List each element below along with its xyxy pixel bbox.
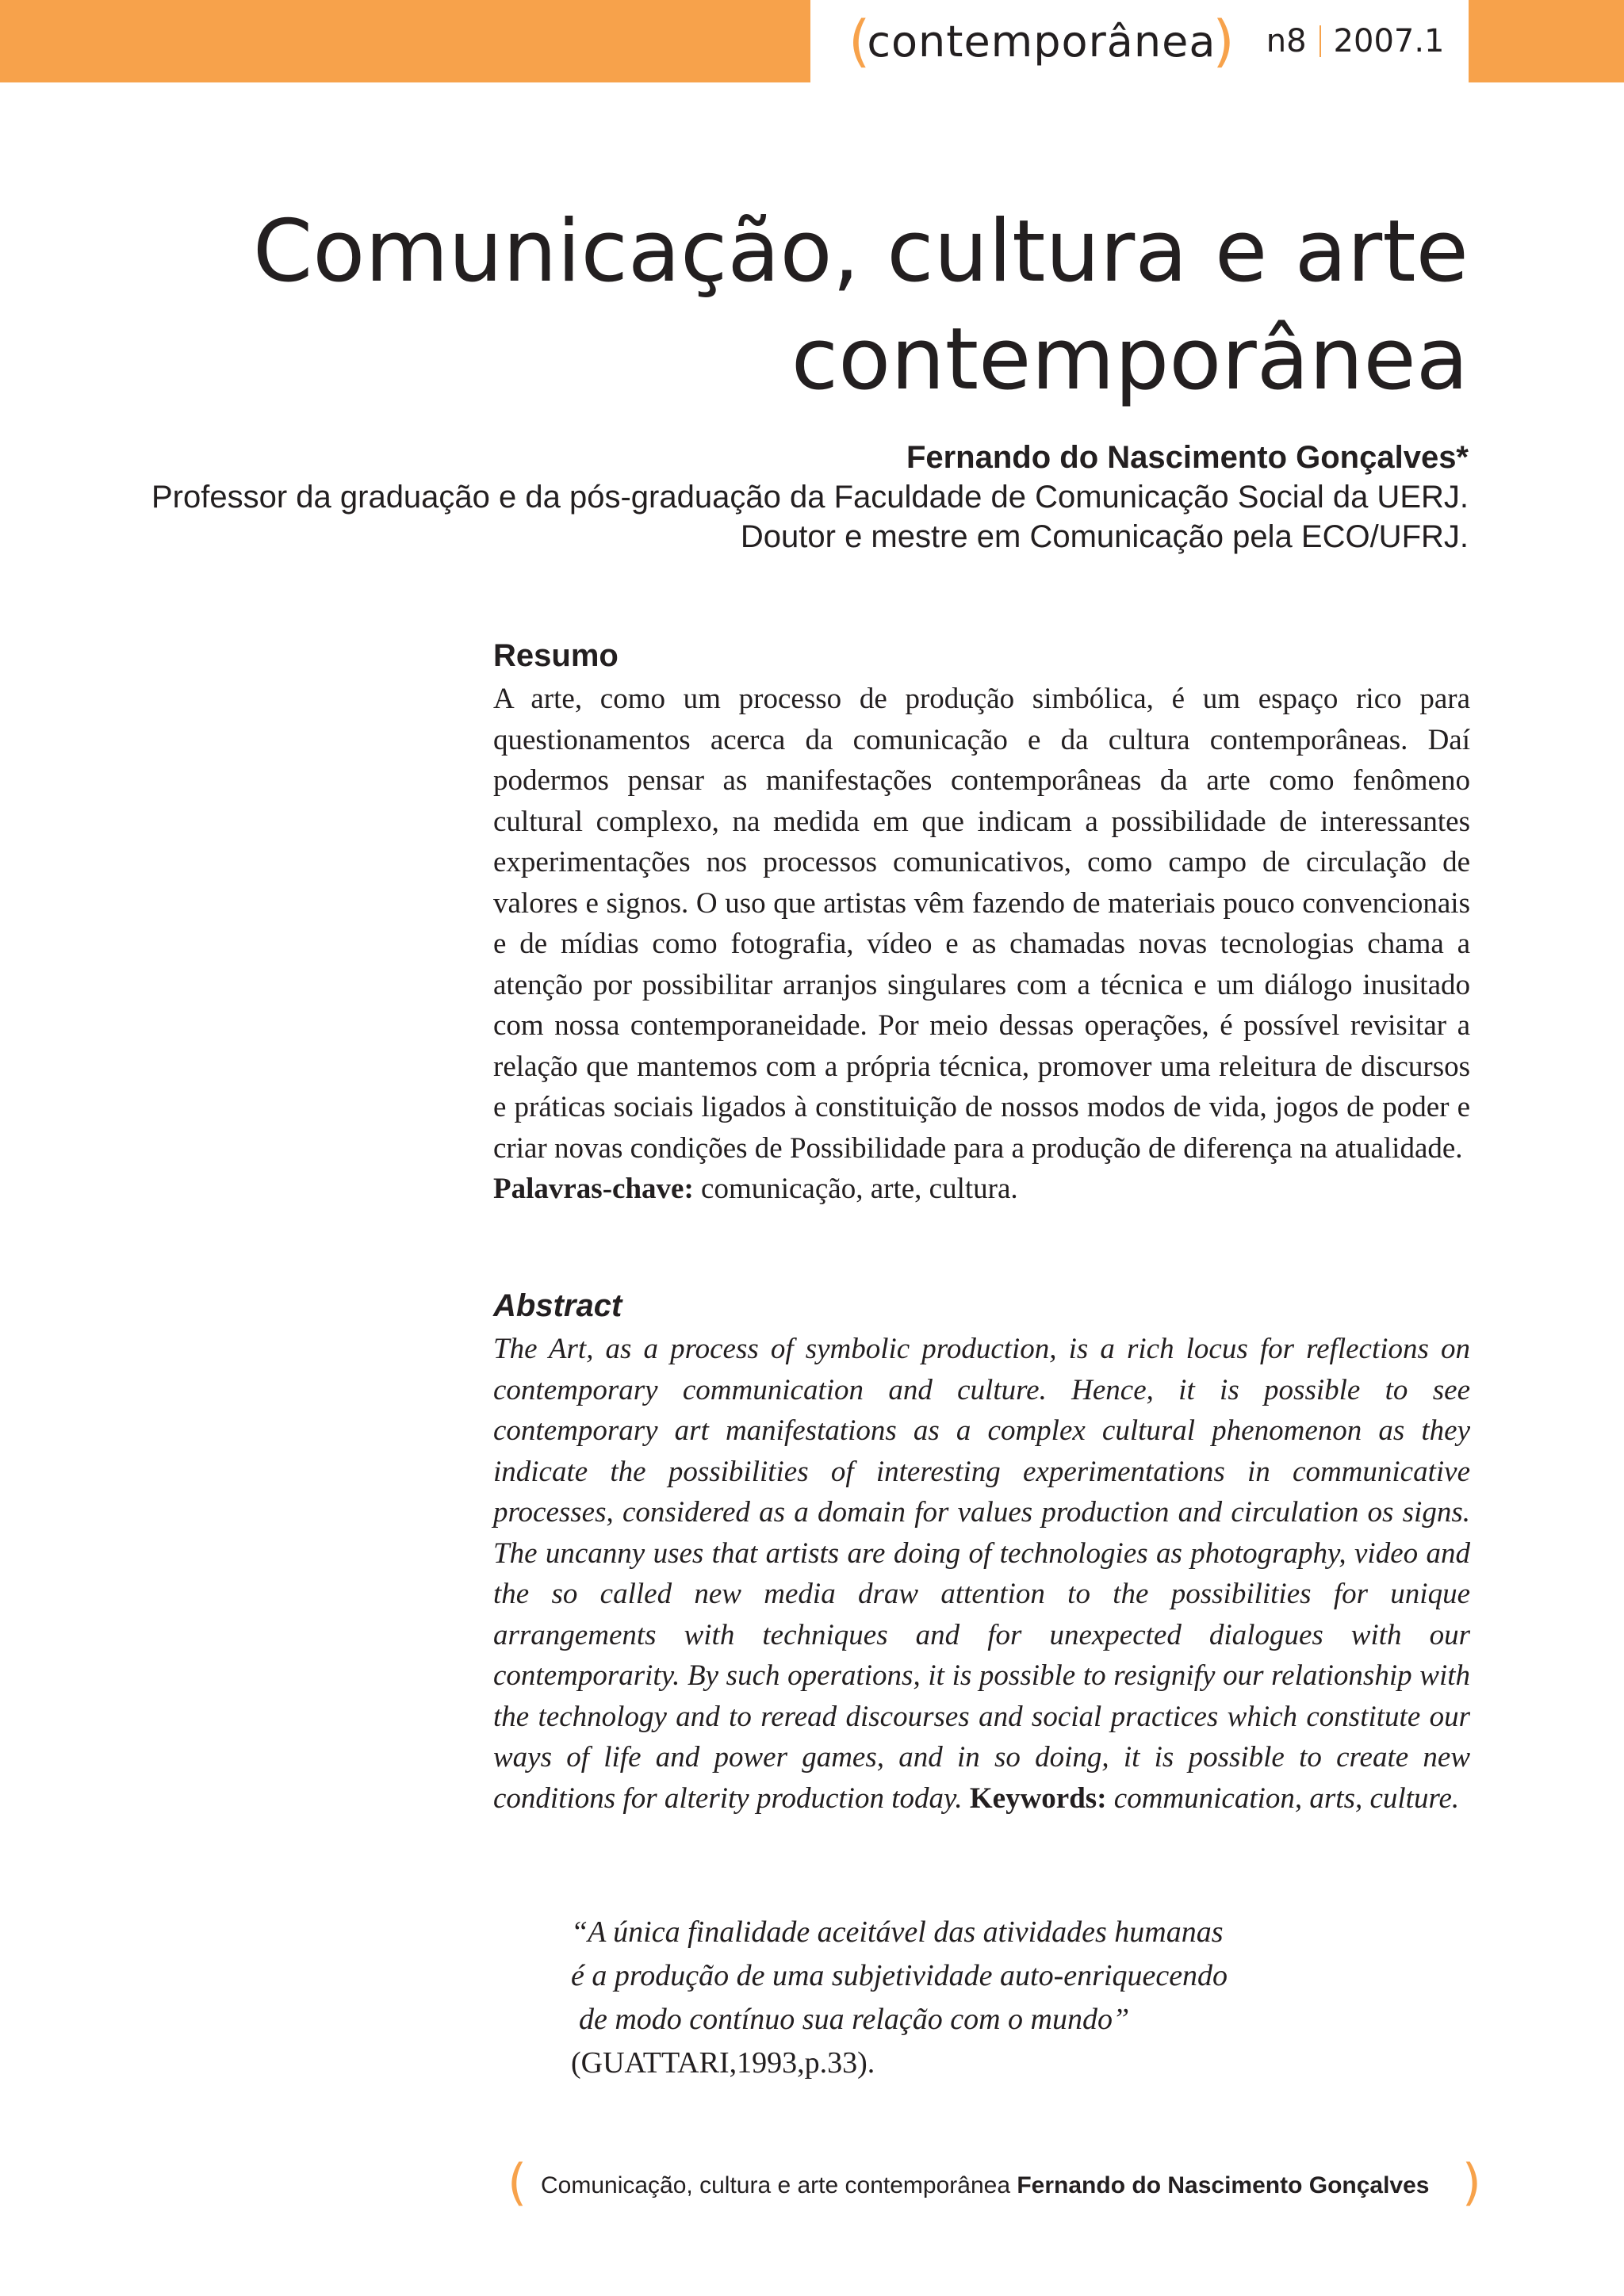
footer-author: Fernando do Nascimento Gonçalves [1017,2172,1430,2198]
resumo-paragraph [493,679,1470,1210]
footer-close-parenthesis: ) [1461,2153,1481,2211]
footer-text [541,2172,1429,2199]
epigraph-line1: “A única finalidade aceitável das atividades humanas [571,1915,1224,1949]
abstract-body: The Art, as a process of symbolic production, is a rich locus for reflections on contemporary communication and culture. Hence, it is possible to see contemporary art manifestations as a complex cultural phenomenon as they indicate the possibilities of interesting experimentations in communicative processes, considered as a domain for values production and circulation os signs. The uncanny uses that artists are doing of technologies as photography, video and the so called new media draw attention to the possibilities for unique arrangements with techniques and for unexpected dialogues with our contemporarity. By such operations, it is possible to resignify our relationship with the technology and to reread discourses and social practices which constitute our ways of life and power games, and in so doing, it is possible to create new conditions for alterity production today. [493,1333,1470,1815]
resumo-keywords-label: Palavras-chave: [493,1173,694,1205]
article-title-line1: Comunicação, cultura e arte [252,202,1469,301]
issue-number: n8 [1266,23,1307,59]
journal-logo [848,0,1235,82]
author-affiliation-line1: Professor da graduação e da pós-graduação da Faculdade de Comunicação Social da UERJ. [151,480,1469,515]
article-title-line2: contemporânea [791,310,1469,409]
issue-year: 2007.1 [1333,23,1445,59]
footer-open-parenthesis: ( [508,2153,527,2211]
issue-info [1266,23,1445,59]
author-name: Fernando do Nascimento Gonçalves* [906,440,1469,475]
epigraph [571,1911,1228,2085]
epigraph-line3: de modo contínuo sua relação com o mundo” [579,2003,1130,2036]
header-bar-left [0,0,810,82]
epigraph-line2: é a produção de uma subjetividade auto-enriquecendo [571,1959,1228,1992]
abstract-heading: Abstract [493,1288,622,1323]
resumo-keywords: comunicação, arte, cultura. [693,1173,1018,1205]
epigraph-citation: (GUATTARI,1993,p.33). [571,2046,875,2080]
resumo-body: A arte, como um processo de produção simbólica, é um espaço rico para questionamentos acerca da comunicação e da cultura contemporâneas. Daí podermos pensar as manifestações contemporâneas da arte como fenômeno cultural complexo, na medida em que indicam a possibilidade de interessantes experimentações nos processos comunicativos, como campo de circulação de valores e signos. O uso que artistas vêm fazendo de materiais pouco convencionais e de mídias como fotografia, vídeo e as chamadas novas tecnologias chama a atenção por possibilitar arranjos singulares com a técnica e um diálogo inusitado com nossa contemporaneidade. Por meio dessas operações, é possível revisitar a relação que mantemos com a própria técnica, promover uma releitura de discursos e práticas sociais ligados à constituição de nossos modos de vida, jogos de poder e criar novas condições de Possibilidade para a produção de diferença na atualidade. [493,683,1470,1165]
abstract-keywords-label: Keywords: [969,1781,1107,1815]
author-affiliation-line2: Doutor e mestre em Comunicação pela ECO/UFRJ. [740,519,1469,554]
logo-close-parenthesis: ) [1212,9,1235,74]
journal-masthead [810,0,1469,82]
abstract-paragraph [493,1329,1470,1819]
abstract-keywords: communication, arts, culture. [1106,1781,1460,1815]
resumo-heading: Resumo [493,638,619,673]
journal-name: contemporânea [867,16,1216,67]
running-footer [508,2153,1481,2214]
footer-title: Comunicação, cultura e arte contemporânea [541,2172,1011,2198]
header-bar-right [1469,0,1624,82]
issue-separator [1320,25,1321,57]
article-title [121,198,1469,414]
logo-open-parenthesis: ( [848,9,871,74]
